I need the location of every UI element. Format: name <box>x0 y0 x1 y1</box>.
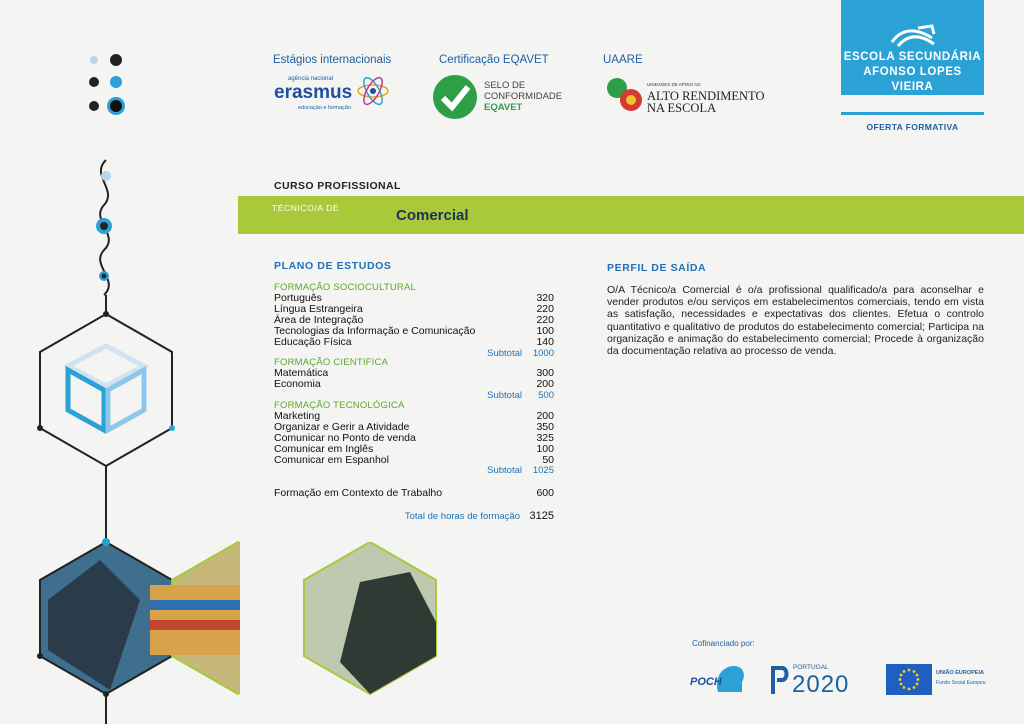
group-cientifica: FORMAÇÃO CIENTIFICA <box>274 357 389 368</box>
course-band <box>238 196 1024 234</box>
total-row: Total de horas de formação 3125 <box>404 510 554 522</box>
group-tecnologica: FORMAÇÃO TECNOLÓGICA <box>274 400 405 411</box>
group-sociocultural: FORMAÇÃO SOCIOCULTURAL <box>274 282 416 293</box>
decorative-right-photo <box>300 542 440 702</box>
course-prefix: TÉCNICO/A DE <box>272 203 340 213</box>
label-uaare: UAARE <box>603 54 643 66</box>
plan-row: Economia 200 <box>274 378 554 390</box>
subtotal-row: Subtotal 1025 <box>487 465 554 476</box>
course-kind: CURSO PROFISSIONAL <box>274 180 401 192</box>
plan-row: Comunicar no Ponto de venda 325 <box>274 432 554 444</box>
portugal-2020-logo: PORTUGAL 2020 <box>770 662 870 698</box>
school-logo: ESCOLA SECUNDÁRIA AFONSO LOPES VIEIRA <box>841 0 984 95</box>
divider <box>841 112 984 115</box>
eqavet-logo: SELO DE CONFORMIDADE EQAVET <box>432 74 572 122</box>
cofinanced-label: Cofinanciado por: <box>692 639 755 648</box>
book-wave-icon <box>888 22 938 48</box>
offer-label: OFERTA FORMATIVA <box>866 122 959 132</box>
plan-title: PLANO DE ESTUDOS <box>274 260 392 272</box>
profile-text: O/A Técnico/a Comercial é o/a profissional qualificado/a para aconselhar e vender produtos e/ou serviços em estabelecimentos comerciais, tendo em vista as satisfação, necessidades e expectativas dos clientes. Efetua o controlo quantitativo e qualitativo de produtos do estabelecimento comercial; Participa na organização e animação do estabelecimento comercial; Procede à organização da documentação relativa ao processo de venda. <box>607 284 984 358</box>
label-certification: Certificação EQAVET <box>439 54 549 66</box>
label-internships: Estágios internacionais <box>273 54 392 66</box>
checkmark-icon <box>432 74 478 120</box>
subtotal-row: Subtotal 500 <box>487 390 554 401</box>
plan-row: Marketing 200 <box>274 410 554 422</box>
eu-logo: UNIÃO EUROPEIA Fundo Social Europeu <box>886 664 996 696</box>
plan-row: Organizar e Gerir a Atividade 350 <box>274 421 554 433</box>
plan-row: Comunicar em Espanhol 50 <box>274 454 554 466</box>
plan-row: Educação Física 140 <box>274 336 554 348</box>
plan-row: Língua Estrangeira 220 <box>274 303 554 315</box>
course-name: Comercial <box>396 207 469 224</box>
plan-row: Português 320 <box>274 292 554 304</box>
plan-row: Área de Integração 220 <box>274 314 554 326</box>
erasmus-logo: agência nacional erasmus educação e formação <box>274 74 394 114</box>
portugal-p-icon <box>770 664 790 696</box>
plan-row: Comunicar em Inglês 100 <box>274 443 554 455</box>
decorative-left-graphic <box>0 0 240 724</box>
fct-row: Formação em Contexto de Trabalho 600 <box>274 487 554 499</box>
uaare-logo: UNIDADES DE APOIO AO ALTO RENDIMENTO NA ESCOLA <box>603 74 773 118</box>
atom-icon <box>356 74 390 108</box>
poch-logo: POCH <box>690 664 750 696</box>
plan-row: Tecnologias da Informação e Comunicação 100 <box>274 325 554 337</box>
profile-title: PERFIL DE SAÍDA <box>607 262 707 274</box>
subtotal-row: Subtotal 1000 <box>487 348 554 359</box>
plan-row: Matemática 300 <box>274 367 554 379</box>
uaare-emblem-icon <box>603 74 645 116</box>
eu-flag-icon <box>886 664 932 695</box>
